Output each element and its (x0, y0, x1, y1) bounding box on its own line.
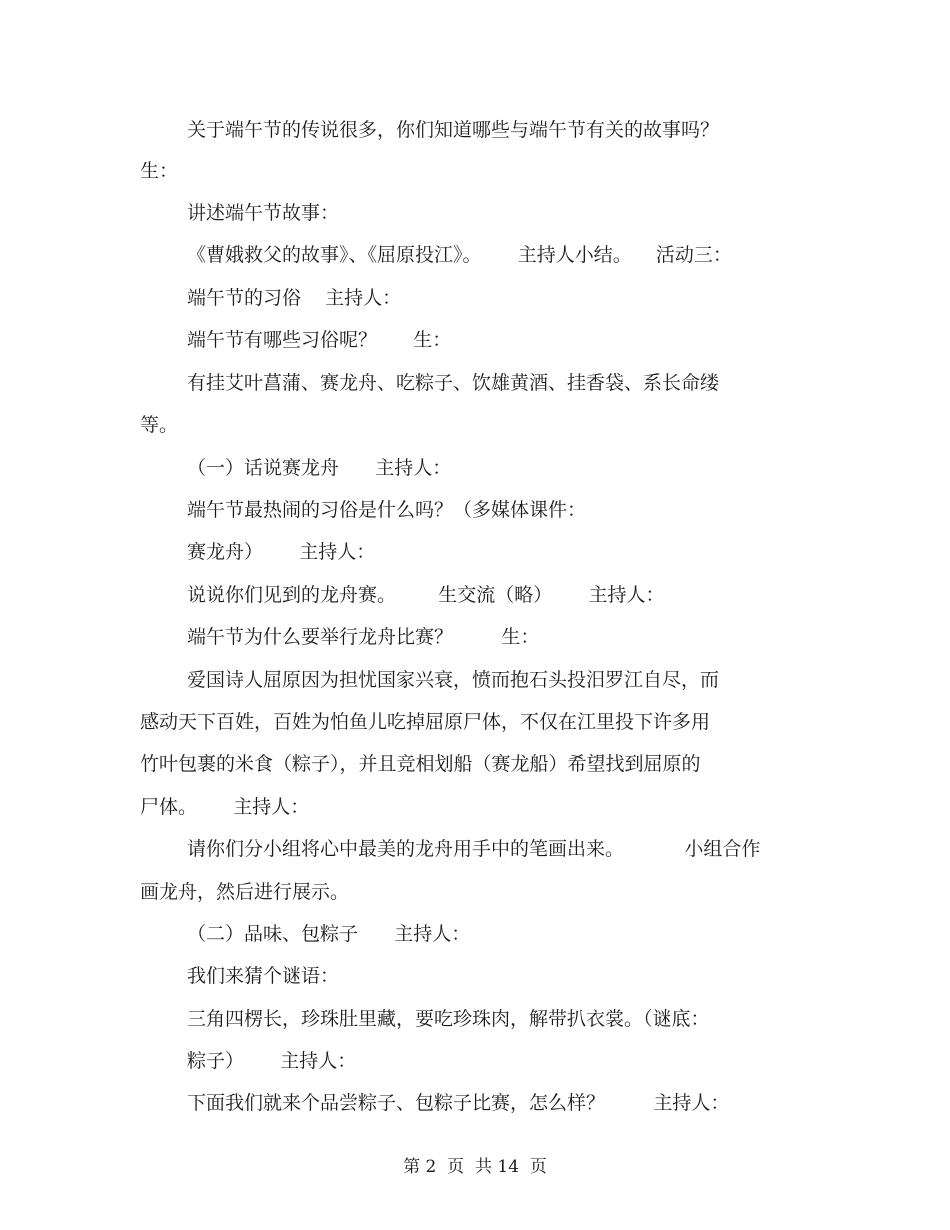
text-line: （二）品味、包粽子 主持人： (187, 923, 471, 945)
text-line: 请你们分小组将心中最美的龙舟用手中的笔画出来。 小组合作 (187, 838, 761, 860)
text-line: 生： (140, 160, 179, 182)
text-line: 《曹娥救父的故事》、《屈原投江》。 主持人小结。 活动三： (187, 244, 732, 266)
text-line: 讲述端午节故事： (187, 202, 340, 224)
text-line: 说说你们见到的龙舟赛。 生交流（略） 主持人： (187, 584, 665, 606)
text-line: 端午节有哪些习俗呢？ 生： (187, 329, 452, 351)
text-line: 端午节的习俗 主持人： (187, 287, 402, 309)
text-line: 等。 (140, 414, 179, 436)
text-line: 我们来猜个谜语： (187, 965, 340, 987)
text-line: 竹叶包裹的米食（粽子），并且竞相划船（赛龙船）希望找到屈原的 (140, 753, 701, 775)
text-line: （一）话说赛龙舟 主持人： (187, 457, 452, 479)
text-line: 粽子） 主持人： (187, 1050, 357, 1072)
text-line: 关于端午节的传说很多，你们知道哪些与端午节有关的故事吗？ (187, 119, 720, 141)
text-line: 感动天下百姓，百姓为怕鱼儿吃掉屈原尸体，不仅在江里投下许多用 (140, 711, 711, 733)
text-line: 端午节为什么要举行龙舟比赛？ 生： (187, 626, 540, 648)
text-line: 端午节最热闹的习俗是什么吗？（多媒体课件： (187, 499, 587, 521)
text-line: 有挂艾叶菖蒲、赛龙舟、吃粽子、饮雄黄酒、挂香袋、系长命缕 (187, 372, 720, 394)
text-line: 三角四楞长，珍珠肚里藏，要吃珍珠肉，解带扒衣裳。（谜底： (187, 1008, 710, 1030)
text-line: 尸体。 主持人： (140, 796, 310, 818)
text-line: 爱国诗人屈原因为担忧国家兴衰，愤而抱石头投汨罗江自尽，而 (187, 669, 720, 691)
page-footer: 第 2 页 共 14 页 (403, 1157, 547, 1177)
text-line: 画龙舟，然后进行展示。 (140, 881, 350, 903)
text-line: 下面我们就来个品尝粽子、包粽子比赛，怎么样？ 主持人： (187, 1092, 730, 1114)
text-line: 赛龙舟） 主持人： (187, 541, 376, 563)
